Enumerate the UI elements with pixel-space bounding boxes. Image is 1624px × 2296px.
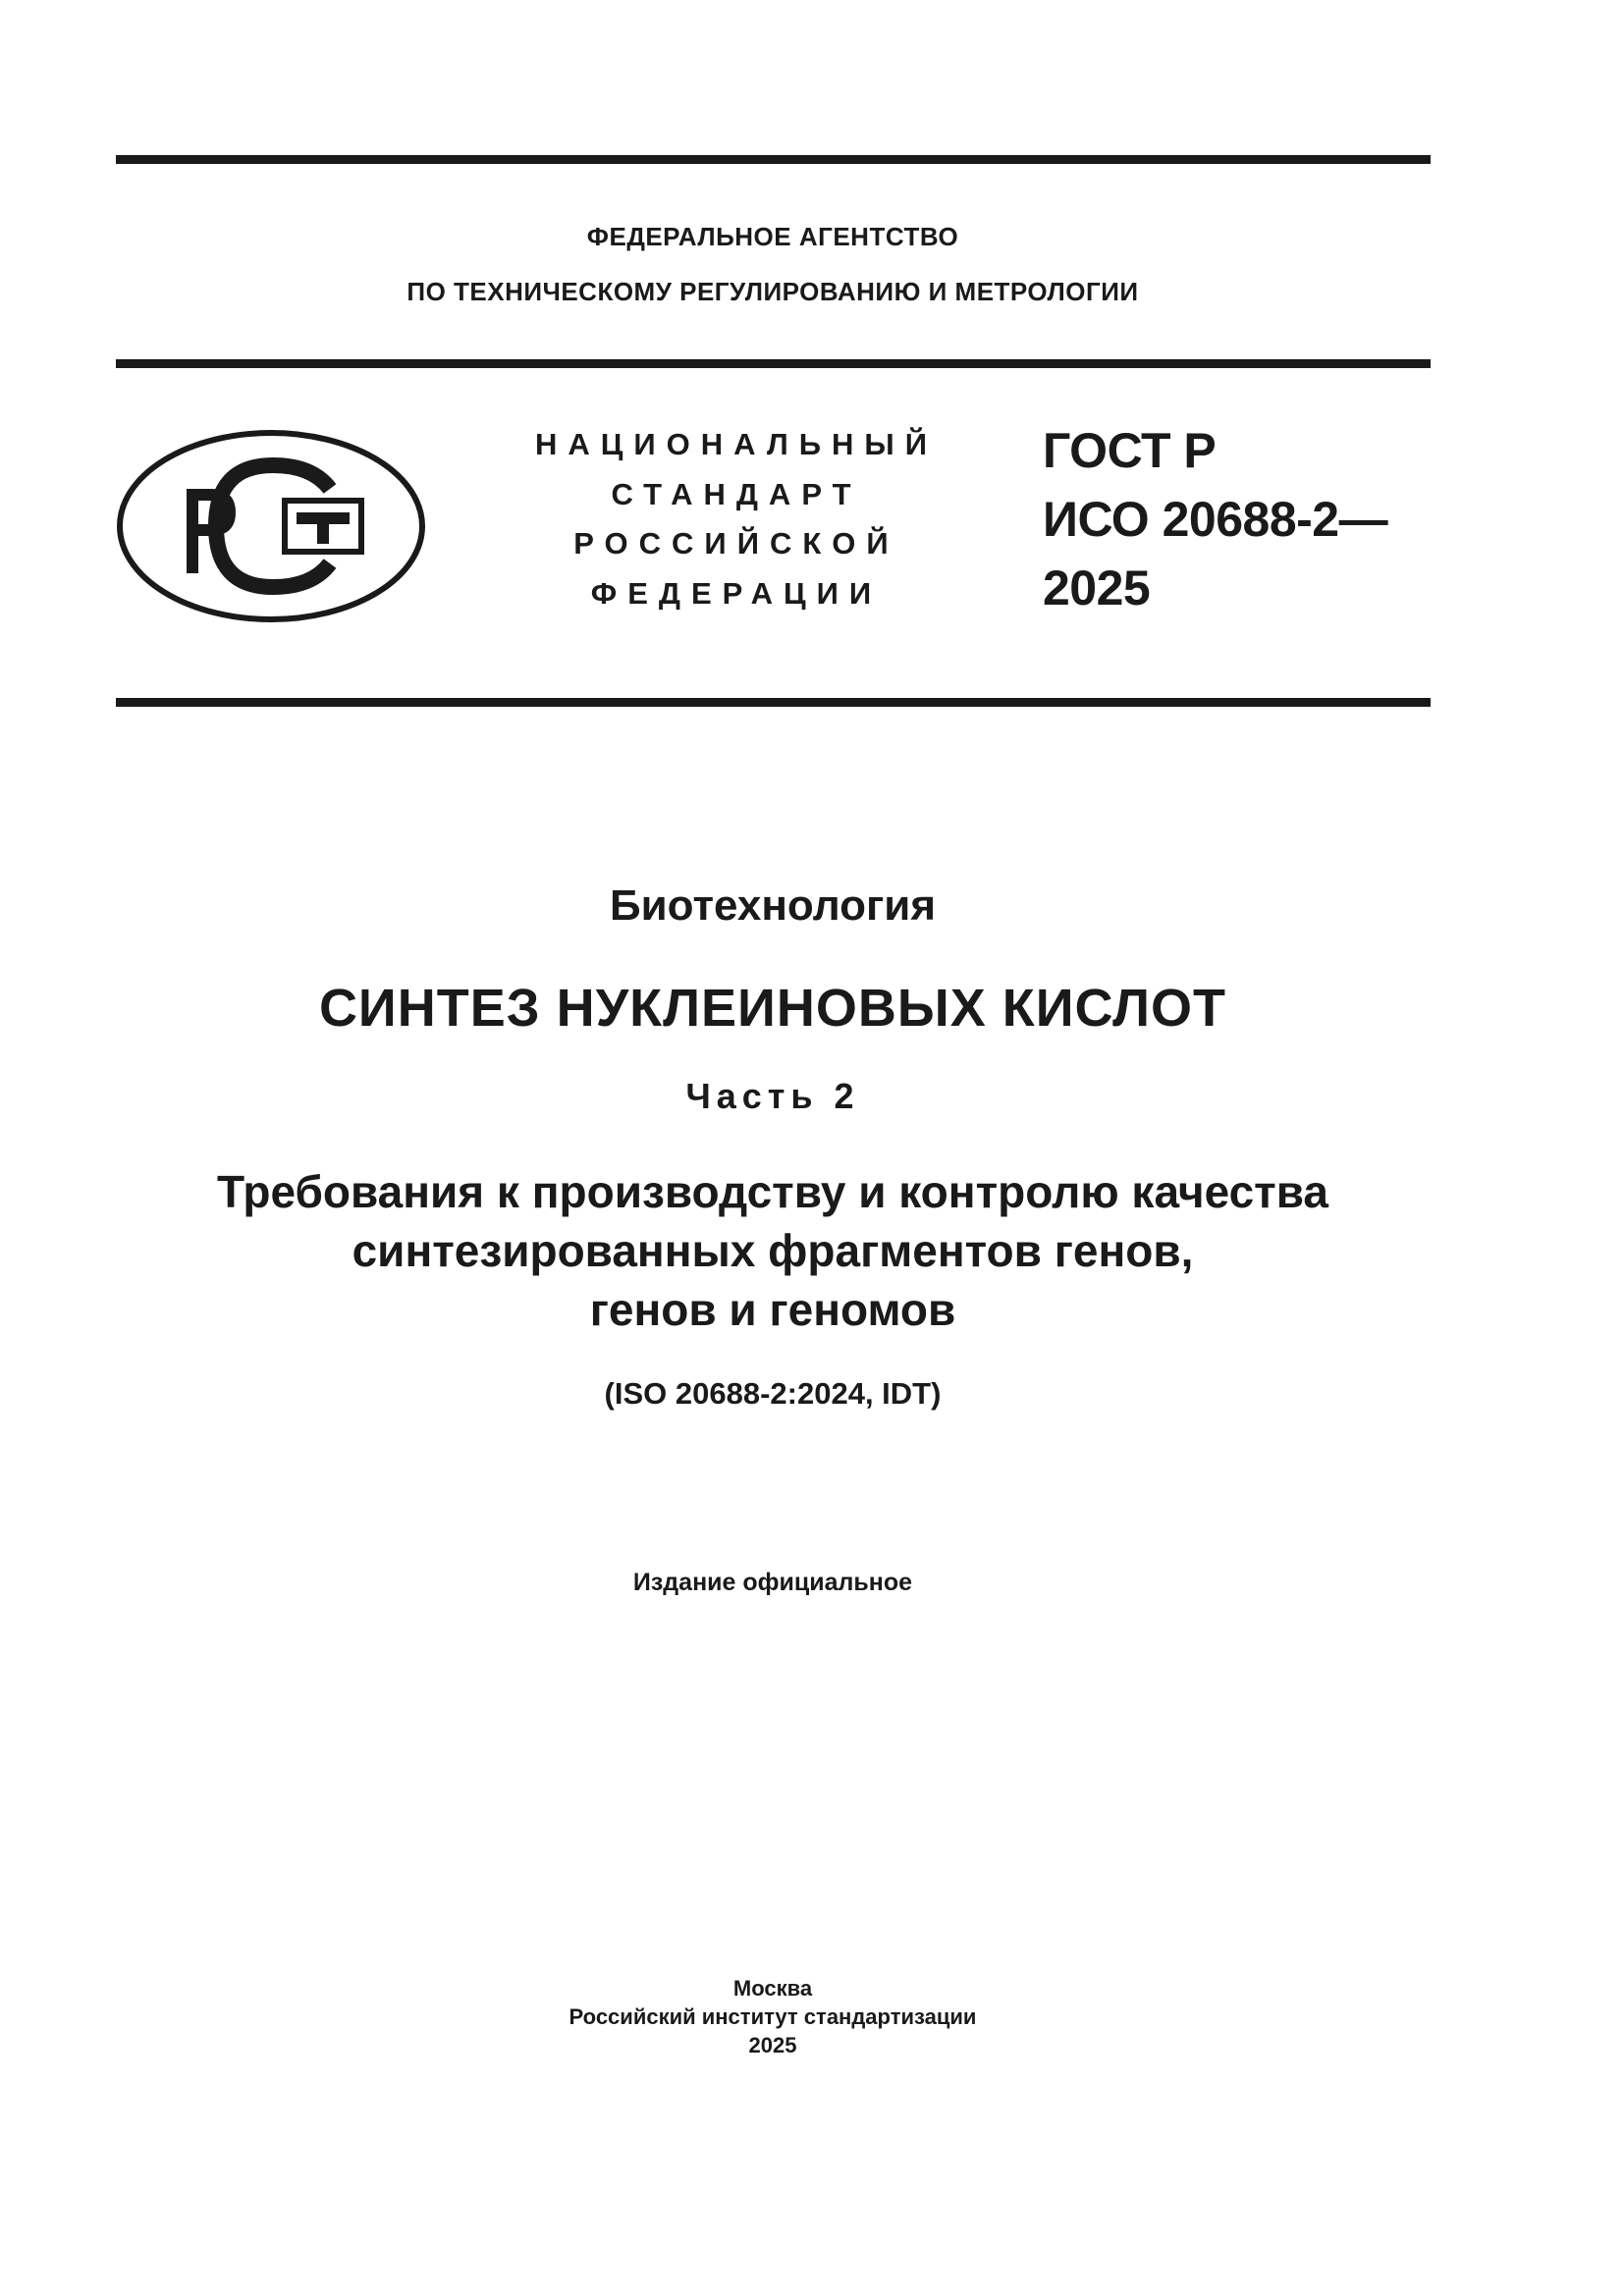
rst-gost-logo-icon — [116, 428, 426, 624]
designation-line-2: ИСО 20688-2— — [1043, 492, 1388, 547]
title-main: СИНТЕЗ НУКЛЕИНОВЫХ КИСЛОТ — [318, 979, 1227, 1038]
subtitle-line-3: генов и геномов — [589, 1284, 956, 1335]
national-line-3: РОССИЙСКОЙ — [573, 526, 899, 561]
designation-line-3: 2025 — [1043, 561, 1151, 615]
imprint-publisher: Российский институт стандартизации — [568, 2004, 977, 2029]
agency-line-1: ФЕДЕРАЛЬНОЕ АГЕНТСТВО — [586, 222, 959, 251]
designation-line-1: ГОСТ Р — [1043, 423, 1217, 478]
imprint-city: Москва — [732, 1976, 813, 2001]
title-field: Биотехнология — [609, 881, 937, 930]
subtitle — [0, 1162, 1545, 1339]
national-line-1: НАЦИОНАЛЬНЫЙ — [534, 427, 939, 461]
agency-rule — [116, 359, 1431, 368]
top-rule — [116, 155, 1431, 164]
subtitle-line-1: Требования к производству и контролю качества — [217, 1166, 1328, 1217]
agency-line-2: ПО ТЕХНИЧЕСКОМУ РЕГУЛИРОВАНИЮ И МЕТРОЛОГИИ — [406, 277, 1139, 306]
national-line-4: ФЕДЕРАЦИИ — [590, 575, 883, 611]
part-label: Часть 2 — [685, 1076, 860, 1116]
header-bottom-rule — [116, 698, 1431, 707]
subtitle-line-2: синтезированных фрагментов генов, — [352, 1225, 1194, 1276]
imprint-year: 2025 — [748, 2033, 797, 2057]
standard-designation — [1043, 416, 1387, 622]
national-line-2: СТАНДАРТ — [611, 476, 862, 511]
imprint — [0, 1974, 1545, 2059]
national-standard-label — [511, 420, 962, 618]
iso-reference: (ISO 20688-2:2024, IDT) — [604, 1376, 942, 1411]
edition-label: Издание официальное — [632, 1569, 913, 1596]
